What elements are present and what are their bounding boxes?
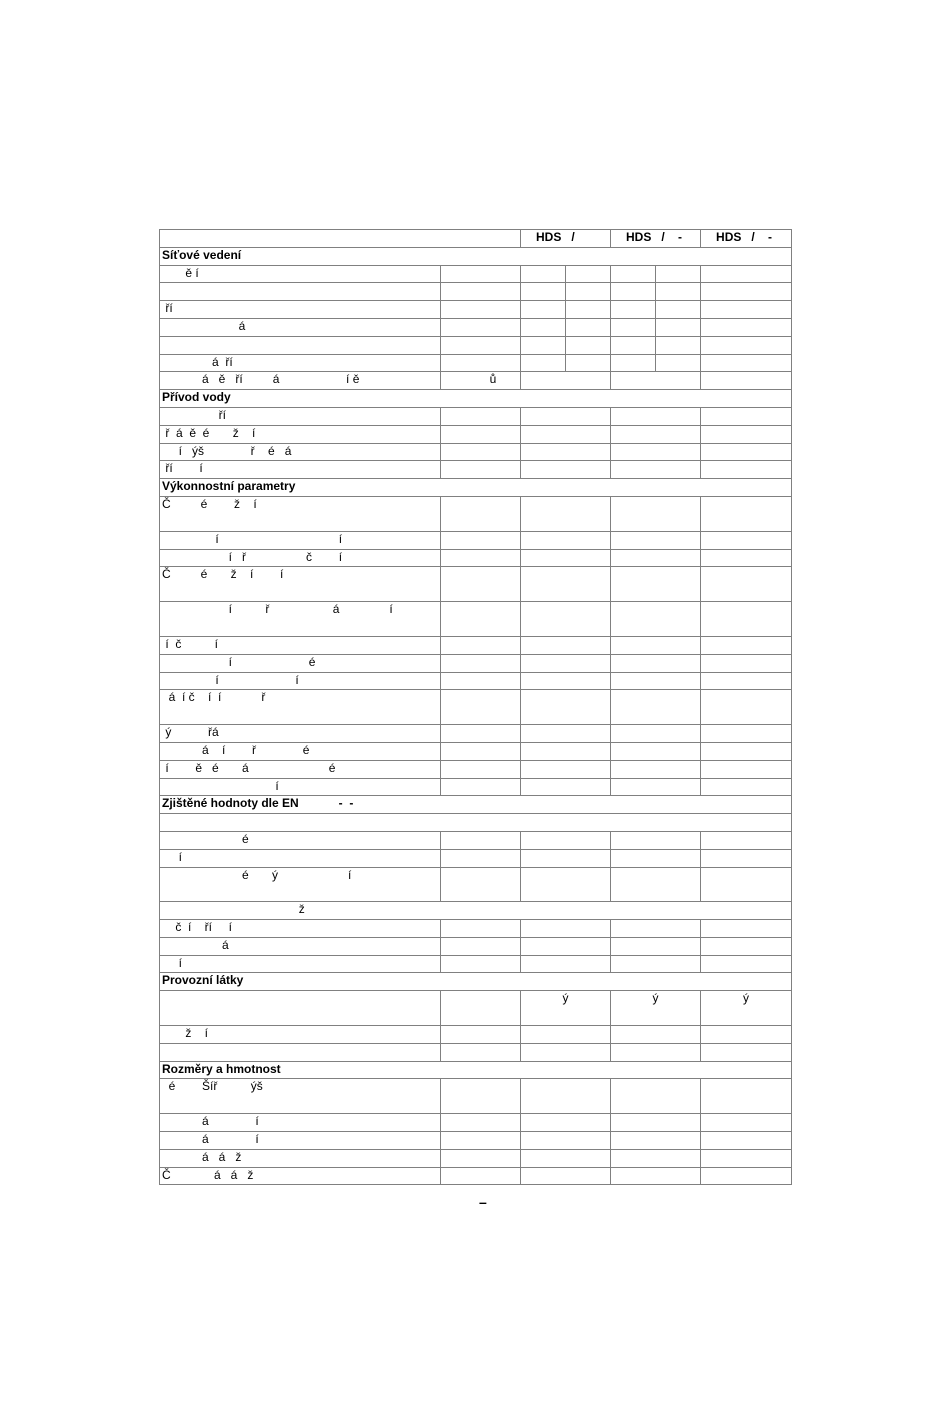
table-row: é Šíř ýš xyxy=(160,1079,792,1114)
table-row: í xyxy=(160,778,792,796)
column-header: HDS / - xyxy=(611,230,701,248)
table-row: ř á ě é ž í xyxy=(160,425,792,443)
table-row: á xyxy=(160,318,792,336)
table-row: í č í xyxy=(160,636,792,654)
table-row: á í ř é xyxy=(160,742,792,760)
table-row: Č á á ž xyxy=(160,1167,792,1185)
table-row: á ě ří á í ě ů xyxy=(160,372,792,390)
table-row: í ř č í xyxy=(160,549,792,567)
table-row: á í č í í ř xyxy=(160,690,792,725)
specification-table xyxy=(159,229,792,1185)
table-row: ý ý ý xyxy=(160,991,792,1026)
table-row: ý řá xyxy=(160,725,792,743)
table-row: ří xyxy=(160,301,792,319)
table-row: á í xyxy=(160,1132,792,1150)
table-row: č í ří í xyxy=(160,920,792,938)
table-row xyxy=(160,336,792,354)
column-header: HDS / - xyxy=(701,230,792,248)
table-row: í ř á í xyxy=(160,602,792,637)
page-footer-dash: – xyxy=(479,1194,487,1210)
column-header: HDS / xyxy=(521,230,611,248)
table-row: ří xyxy=(160,407,792,425)
table-row: é ý í xyxy=(160,867,792,902)
table-row: í é xyxy=(160,654,792,672)
table-row: í í xyxy=(160,672,792,690)
table-row: á ří xyxy=(160,354,792,372)
table-row: í xyxy=(160,955,792,973)
section-heading: Výkonnostní parametry xyxy=(160,479,792,497)
table-row: ž í xyxy=(160,1026,792,1044)
table-row xyxy=(160,1043,792,1061)
table-row: í xyxy=(160,849,792,867)
table-row xyxy=(160,283,792,301)
table-row: á xyxy=(160,937,792,955)
table-row: á á ž xyxy=(160,1149,792,1167)
section-heading: Zjištěné hodnoty dle EN - - xyxy=(160,796,792,814)
table-row: Č é ž í xyxy=(160,496,792,531)
section-heading: Přívod vody xyxy=(160,390,792,408)
table-row: Č é ž í í xyxy=(160,567,792,602)
table-row: ě í xyxy=(160,265,792,283)
table-row: á í xyxy=(160,1114,792,1132)
table-row: í ě é á é xyxy=(160,760,792,778)
section-heading: Síťové vedení xyxy=(160,247,792,265)
table-row: é xyxy=(160,831,792,849)
table-row: ří í xyxy=(160,461,792,479)
section-heading: Rozměry a hmotnost xyxy=(160,1061,792,1079)
table-row xyxy=(160,814,792,832)
table-row: í ýš ř é á xyxy=(160,443,792,461)
section-heading: Provozní látky xyxy=(160,973,792,991)
table-row: ž xyxy=(160,902,792,920)
table-row: í í xyxy=(160,531,792,549)
table-header-row xyxy=(160,230,792,248)
